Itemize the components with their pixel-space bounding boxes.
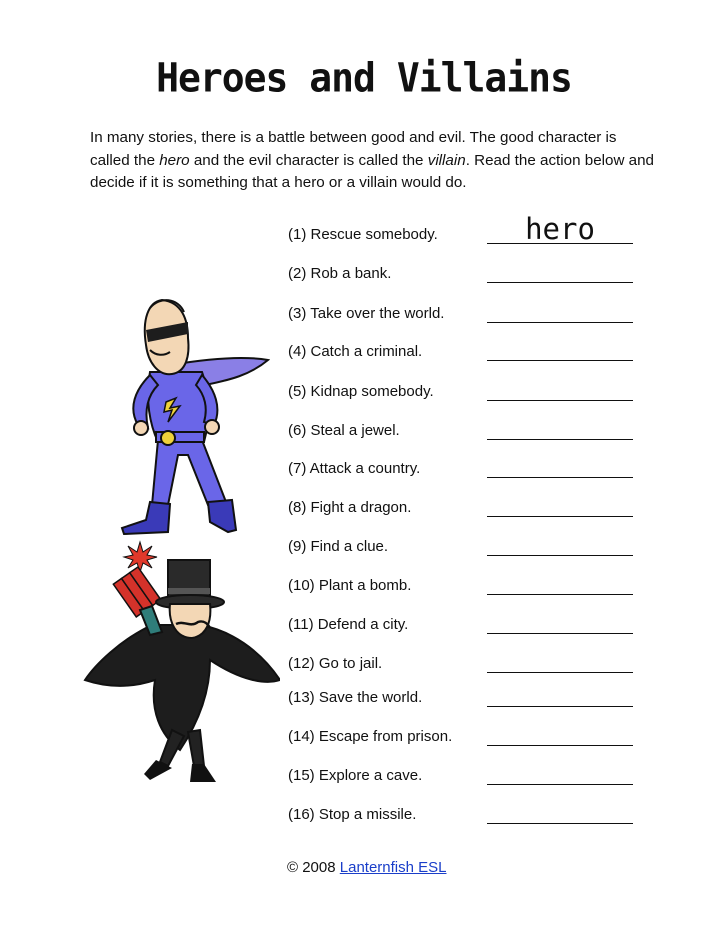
answer-line[interactable] xyxy=(487,745,633,746)
question-row xyxy=(288,689,648,719)
question-text: (6) Steal a jewel. xyxy=(288,422,400,439)
intro-text-1: In many stories, there is a battle between good and evil. The good character is called the xyxy=(90,129,617,169)
answer-text: hero xyxy=(525,212,595,246)
question-text: (5) Kidnap somebody. xyxy=(288,383,434,400)
question-text: (13) Save the world. xyxy=(288,689,423,706)
intro-paragraph xyxy=(90,127,660,195)
question-row xyxy=(288,767,648,797)
intro-hero-word: hero xyxy=(159,151,190,169)
question-row xyxy=(288,616,648,646)
question-text: (14) Escape from prison. xyxy=(288,728,453,745)
lanternfish-link[interactable]: Lanternfish ESL xyxy=(339,859,447,876)
question-row xyxy=(288,460,648,490)
answer-line[interactable] xyxy=(487,516,633,517)
question-row xyxy=(288,499,648,529)
answer-line[interactable] xyxy=(487,594,633,595)
question-text: (12) Go to jail. xyxy=(288,655,383,672)
question-row xyxy=(288,655,648,685)
question-row xyxy=(288,806,648,836)
answer-line[interactable] xyxy=(487,360,633,361)
answer-line[interactable] xyxy=(487,633,633,634)
answer-line[interactable] xyxy=(487,477,633,478)
question-row xyxy=(288,577,648,607)
footer xyxy=(287,859,447,876)
answer-line[interactable] xyxy=(487,555,633,556)
answer-line[interactable] xyxy=(487,672,633,673)
intro-text-2: and the evil character is called the xyxy=(189,151,428,169)
answer-line[interactable] xyxy=(487,784,633,785)
page-title: Heroes and Villains xyxy=(156,54,572,102)
intro-text-3: . Read the action below and decide if it is something that a hero or a villain would do. xyxy=(90,151,654,191)
villain-illustration xyxy=(80,540,280,790)
answer-line[interactable] xyxy=(487,282,633,283)
question-row xyxy=(288,538,648,568)
question-text: (9) Find a clue. xyxy=(288,538,389,555)
answer-line[interactable] xyxy=(487,706,633,707)
answer-line[interactable] xyxy=(487,439,633,440)
question-text: (4) Catch a criminal. xyxy=(288,343,423,360)
question-text: (2) Rob a bank. xyxy=(288,265,392,282)
intro-villain-word: villain xyxy=(427,151,466,169)
question-text: (16) Stop a missile. xyxy=(288,806,417,823)
question-text: (15) Explore a cave. xyxy=(288,767,423,784)
hero-illustration xyxy=(110,290,270,540)
question-row xyxy=(288,383,648,413)
answer-line[interactable] xyxy=(487,322,633,323)
question-row xyxy=(288,728,648,758)
question-row xyxy=(288,265,648,295)
answer-line[interactable] xyxy=(487,400,633,401)
question-text: (3) Take over the world. xyxy=(288,305,445,322)
question-row xyxy=(288,422,648,452)
question-row xyxy=(288,305,648,335)
question-row xyxy=(288,343,648,373)
answer-line[interactable] xyxy=(487,823,633,824)
question-row xyxy=(288,212,648,256)
question-text: (7) Attack a country. xyxy=(288,460,421,477)
question-text: (8) Fight a dragon. xyxy=(288,499,412,516)
copyright-text: © 2008 xyxy=(287,859,340,876)
question-text: (1) Rescue somebody. xyxy=(288,226,438,243)
question-text: (11) Defend a city. xyxy=(288,616,409,633)
question-text: (10) Plant a bomb. xyxy=(288,577,412,594)
